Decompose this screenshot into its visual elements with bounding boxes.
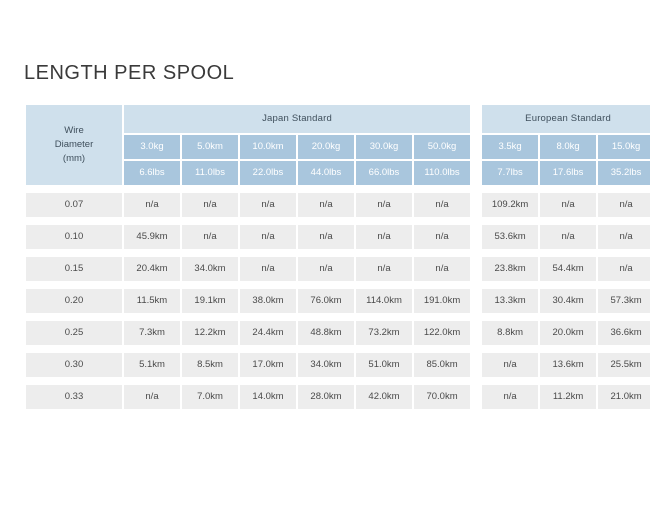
data-cell: 21.0km [598, 385, 650, 409]
column-spacer [472, 135, 480, 159]
corner-line-3: (mm) [62, 153, 86, 164]
data-cell: n/a [298, 225, 354, 249]
data-cell: 53.6km [482, 225, 538, 249]
column-spacer [472, 161, 480, 185]
group-header-european-standard: European Standard [482, 105, 650, 133]
data-cell: n/a [240, 225, 296, 249]
data-cell: 25.5km [598, 353, 650, 377]
weight-kg-header-cell: 3.5kg [482, 135, 538, 159]
data-cell: n/a [356, 257, 412, 281]
data-cell: n/a [182, 193, 238, 217]
data-cell: 70.0km [414, 385, 470, 409]
column-spacer [472, 289, 480, 313]
data-cell: 8.8km [482, 321, 538, 345]
data-cell: n/a [298, 257, 354, 281]
wire-diameter-corner-header [26, 105, 122, 185]
data-cell: n/a [540, 193, 596, 217]
data-cell: n/a [182, 225, 238, 249]
data-cell: 13.6km [540, 353, 596, 377]
table-row [26, 257, 650, 281]
corner-line-1: Wire [64, 125, 84, 136]
weight-kg-header-cell: 8.0kg [540, 135, 596, 159]
column-spacer [472, 353, 480, 377]
row-spacer [26, 379, 650, 383]
data-cell: 11.2km [540, 385, 596, 409]
table-row [26, 385, 650, 409]
data-cell: n/a [240, 193, 296, 217]
data-cell: 109.2km [482, 193, 538, 217]
data-cell: 114.0km [356, 289, 412, 313]
data-cell: 85.0km [414, 353, 470, 377]
weight-lbs-header-cell: 110.0lbs [414, 161, 470, 185]
data-cell: 24.4km [240, 321, 296, 345]
data-cell: 7.3km [124, 321, 180, 345]
data-cell: 28.0km [298, 385, 354, 409]
weight-lbs-header-cell: 22.0lbs [240, 161, 296, 185]
weight-kg-header-cell: 5.0km [182, 135, 238, 159]
data-cell: 54.4km [540, 257, 596, 281]
column-spacer [472, 257, 480, 281]
table-row [26, 353, 650, 377]
weight-lbs-header-cell: 44.0lbs [298, 161, 354, 185]
data-cell: 51.0km [356, 353, 412, 377]
table-row [26, 321, 650, 345]
data-cell: n/a [124, 385, 180, 409]
weight-kg-header-cell: 50.0kg [414, 135, 470, 159]
weight-lbs-header-cell: 11.0lbs [182, 161, 238, 185]
data-cell: n/a [414, 257, 470, 281]
data-cell: 12.2km [182, 321, 238, 345]
column-spacer [472, 193, 480, 217]
data-cell: n/a [540, 225, 596, 249]
data-cell: n/a [298, 193, 354, 217]
data-cell: n/a [414, 193, 470, 217]
wire-diameter-cell: 0.15 [26, 257, 122, 281]
data-cell: 13.3km [482, 289, 538, 313]
data-cell: 20.4km [124, 257, 180, 281]
wire-diameter-cell: 0.20 [26, 289, 122, 313]
weight-kg-header-cell: 30.0kg [356, 135, 412, 159]
data-cell: 38.0km [240, 289, 296, 313]
data-cell: 57.3km [598, 289, 650, 313]
weight-kg-header-cell: 15.0kg [598, 135, 650, 159]
data-cell: 14.0km [240, 385, 296, 409]
data-cell: 45.9km [124, 225, 180, 249]
group-header-japan-standard: Japan Standard [124, 105, 470, 133]
weight-lbs-header-cell: 66.0lbs [356, 161, 412, 185]
data-cell: 20.0km [540, 321, 596, 345]
data-cell: n/a [482, 353, 538, 377]
data-cell: 17.0km [240, 353, 296, 377]
wire-diameter-cell: 0.30 [26, 353, 122, 377]
weight-lbs-header-cell: 17.6lbs [540, 161, 596, 185]
wire-diameter-cell: 0.07 [26, 193, 122, 217]
row-spacer [26, 283, 650, 287]
page-title: LENGTH PER SPOOL [24, 62, 235, 84]
length-per-spool-table [24, 103, 650, 411]
data-cell: 73.2km [356, 321, 412, 345]
data-cell: 11.5km [124, 289, 180, 313]
data-cell: 42.0km [356, 385, 412, 409]
corner-line-2: Diameter [54, 139, 94, 150]
weight-kg-header-cell: 10.0km [240, 135, 296, 159]
weight-lbs-header-cell: 6.6lbs [124, 161, 180, 185]
weight-kg-header-cell: 20.0kg [298, 135, 354, 159]
data-cell: n/a [414, 225, 470, 249]
data-cell: 19.1km [182, 289, 238, 313]
data-cell: 30.4km [540, 289, 596, 313]
weight-lbs-header-cell: 35.2lbs [598, 161, 650, 185]
column-spacer [472, 105, 480, 133]
table-row [26, 193, 650, 217]
data-cell: n/a [356, 225, 412, 249]
column-spacer [472, 385, 480, 409]
data-cell: n/a [356, 193, 412, 217]
data-cell: n/a [598, 225, 650, 249]
row-spacer [26, 315, 650, 319]
row-spacer [26, 251, 650, 255]
row-spacer [26, 219, 650, 223]
weight-lbs-header-cell: 7.7lbs [482, 161, 538, 185]
weight-kg-header-cell: 3.0kg [124, 135, 180, 159]
data-cell: 34.0km [298, 353, 354, 377]
data-cell: 122.0km [414, 321, 470, 345]
data-cell: n/a [598, 193, 650, 217]
data-cell: 36.6km [598, 321, 650, 345]
data-cell: 34.0km [182, 257, 238, 281]
column-spacer [472, 321, 480, 345]
wire-diameter-cell: 0.25 [26, 321, 122, 345]
row-spacer [26, 347, 650, 351]
row-spacer [26, 187, 650, 191]
column-spacer [472, 225, 480, 249]
data-cell: 191.0km [414, 289, 470, 313]
group-header-row [26, 105, 650, 133]
data-cell: n/a [124, 193, 180, 217]
data-cell: 76.0km [298, 289, 354, 313]
data-cell: 23.8km [482, 257, 538, 281]
data-cell: 48.8km [298, 321, 354, 345]
data-cell: n/a [598, 257, 650, 281]
wire-diameter-cell: 0.33 [26, 385, 122, 409]
data-cell: 8.5km [182, 353, 238, 377]
data-cell: 5.1km [124, 353, 180, 377]
data-cell: n/a [482, 385, 538, 409]
table-row [26, 289, 650, 313]
data-cell: n/a [240, 257, 296, 281]
table-row [26, 225, 650, 249]
data-cell: 7.0km [182, 385, 238, 409]
wire-diameter-cell: 0.10 [26, 225, 122, 249]
